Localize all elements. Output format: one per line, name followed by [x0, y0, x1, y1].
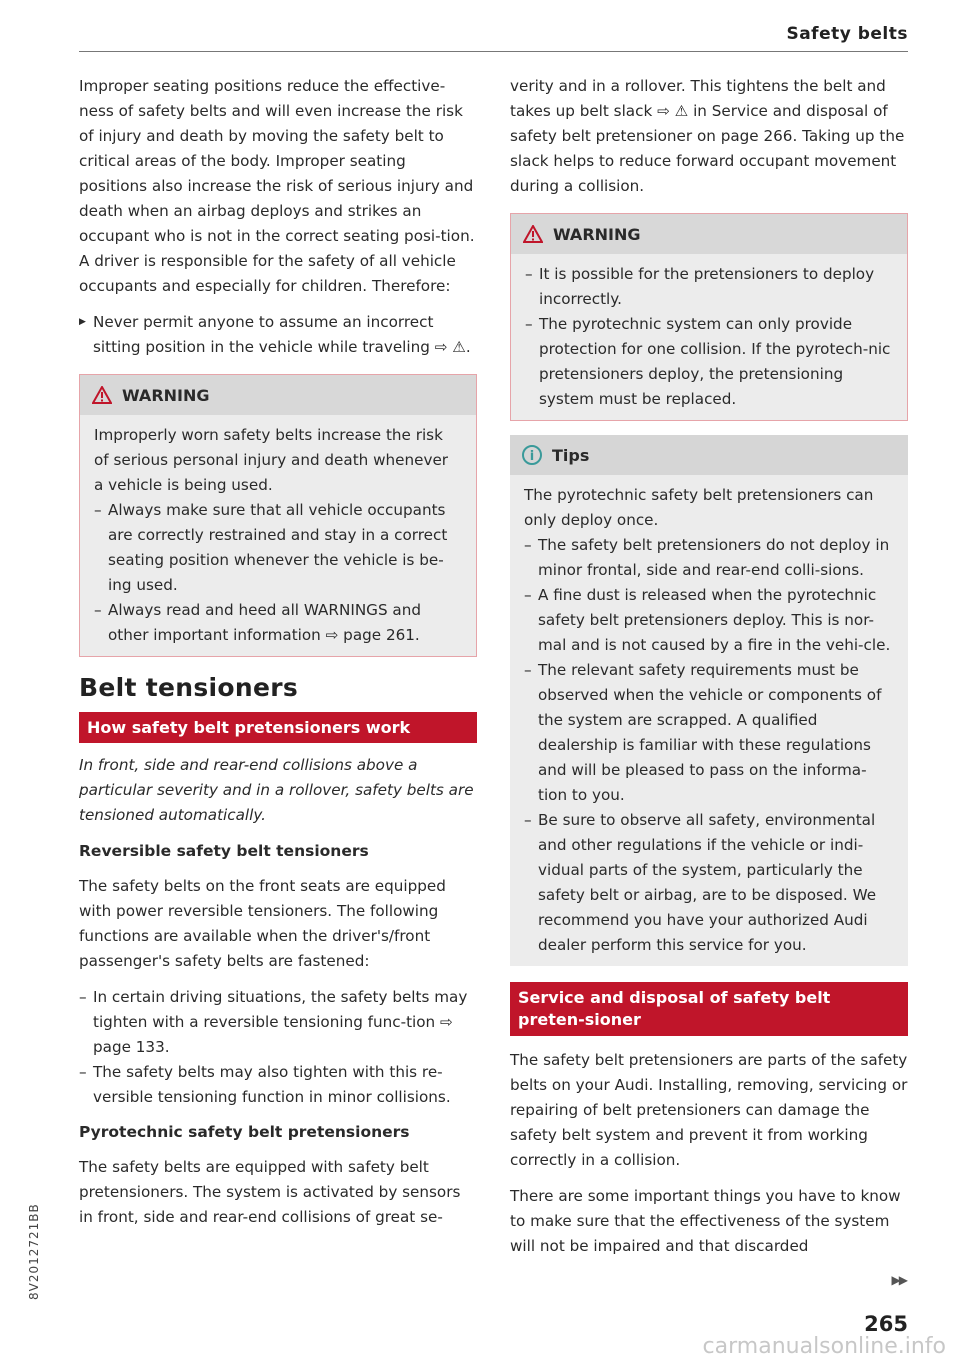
right-column: [510, 74, 908, 1270]
warning-item: – Always read and heed all WARNINGS and other important information ⇨ page 261.: [94, 598, 462, 648]
tips-title: Tips: [552, 445, 590, 465]
warning-triangle-icon: [92, 386, 112, 404]
section-title: Belt tensioners: [79, 673, 299, 702]
service-title-bar: Service and disposal of safety belt preten-sioner: [510, 982, 908, 1036]
tips-box: [510, 435, 908, 966]
warning-item: – The pyrotechnic system can only provide protection for one collision. If the pyrotech-nic pretensioners deploy, the pretensioning system must be replaced.: [525, 312, 893, 412]
watermark: carmanualsonline.info: [702, 1334, 946, 1359]
reversible-item: – In certain driving situations, the safety belts may tighten with a reversible tensioning func-tion ⇨ page 133.: [79, 985, 477, 1060]
continue-arrow-icon: ▶▶: [891, 1273, 906, 1287]
warning-item: – Always make sure that all vehicle occupants are correctly restrained and stay in a correct seating position whenever the vehicle is be-ing used.: [94, 498, 462, 598]
instruction-bullet: ▶ Never permit anyone to assume an incorrect sitting position in the vehicle while traveling ⇨ ⚠.: [79, 310, 477, 360]
warning-header: [511, 214, 907, 254]
reversible-item: – The safety belts may also tighten with this re-versible tensioning function in minor collisions.: [79, 1060, 477, 1110]
warning-text: Improperly worn safety belts increase the risk of serious personal injury and death whenever a vehicle is being used.: [94, 426, 449, 494]
subsection-title-bar: How safety belt pretensioners work: [79, 712, 477, 743]
page-header-title: Safety belts: [786, 24, 908, 44]
warning-title: WARNING: [122, 385, 210, 405]
document-code: 8V2012721BB: [27, 1203, 41, 1300]
tips-item: – A fine dust is released when the pyrotechnic safety belt pretensioners deploy. This is nor-mal and is not caused by a fire in the vehi-cle.: [524, 583, 894, 658]
warning-box-left: [79, 374, 477, 657]
info-icon: i: [522, 445, 542, 465]
tips-item: – The relevant safety requirements must be observed when the vehicle or components of the system are scrapped. A qualified dealership is familiar with these regulations and will be pleased to pass on the informa-tion to you.: [524, 658, 894, 808]
tips-text: The pyrotechnic safety belt pretensioners can only deploy once.: [524, 486, 874, 529]
left-column: [79, 74, 477, 1241]
warning-box-right: [510, 213, 908, 421]
pyrotechnic-heading: Pyrotechnic safety belt pretensioners: [79, 1123, 410, 1141]
reversible-heading: Reversible safety belt tensioners: [79, 842, 369, 860]
lead-paragraph: In front, side and rear-end collisions above a particular severity and in a rollover, safety belts are tensioned automatically.: [79, 756, 474, 824]
page-number: 265: [864, 1312, 908, 1336]
continuation-paragraph: verity and in a rollover. This tightens the belt and takes up belt slack ⇨ ⚠ in Service and disposal of safety belt pretensioner on page 266. Taking up the slack helps to reduce forward occupant movement during a collision.: [510, 77, 905, 195]
warning-title: WARNING: [553, 224, 641, 244]
warning-item: – It is possible for the pretensioners to deploy incorrectly.: [525, 262, 893, 312]
tips-item: – Be sure to observe all safety, environmental and other regulations if the vehicle or indi-vidual parts of the system, particularly the safety belt or airbag, are to be disposed. We recommend you have your authorized Audi dealer perform this service for you.: [524, 808, 894, 958]
reversible-paragraph: The safety belts on the front seats are equipped with power reversible tensioners. The following functions are available when the driver's/front passenger's safety belts are fastened:: [79, 877, 446, 970]
service-paragraph-2: There are some important things you have to know to make sure that the effectiveness of the system will not be impaired and that discarded: [510, 1187, 901, 1255]
tips-item: – The safety belt pretensioners do not deploy in minor frontal, side and rear-end colli-sions.: [524, 533, 894, 583]
pyrotechnic-paragraph: The safety belts are equipped with safety belt pretensioners. The system is activated by sensors in front, side and rear-end collisions of great se-: [79, 1158, 461, 1226]
service-paragraph: The safety belt pretensioners are parts of the safety belts on your Audi. Installing, removing, servicing or repairing of belt pretensioners can damage the safety belt system and prevent it from working correctly in a collision.: [510, 1051, 908, 1169]
warning-triangle-icon: [523, 225, 543, 243]
header-divider: [79, 51, 908, 52]
tips-header: [510, 435, 908, 475]
intro-paragraph: Improper seating positions reduce the effective-ness of safety belts and will even increase the risk of injury and death by moving the safety belt to critical areas of the body. Improper seating positions also increase the risk of serious injury and death when an airbag deploys and strikes an occupant who is not in the correct seating posi-tion. A driver is responsible for the safety of all vehicle occupants and especially for children. Therefore:: [79, 77, 475, 295]
warning-header: [80, 375, 476, 415]
